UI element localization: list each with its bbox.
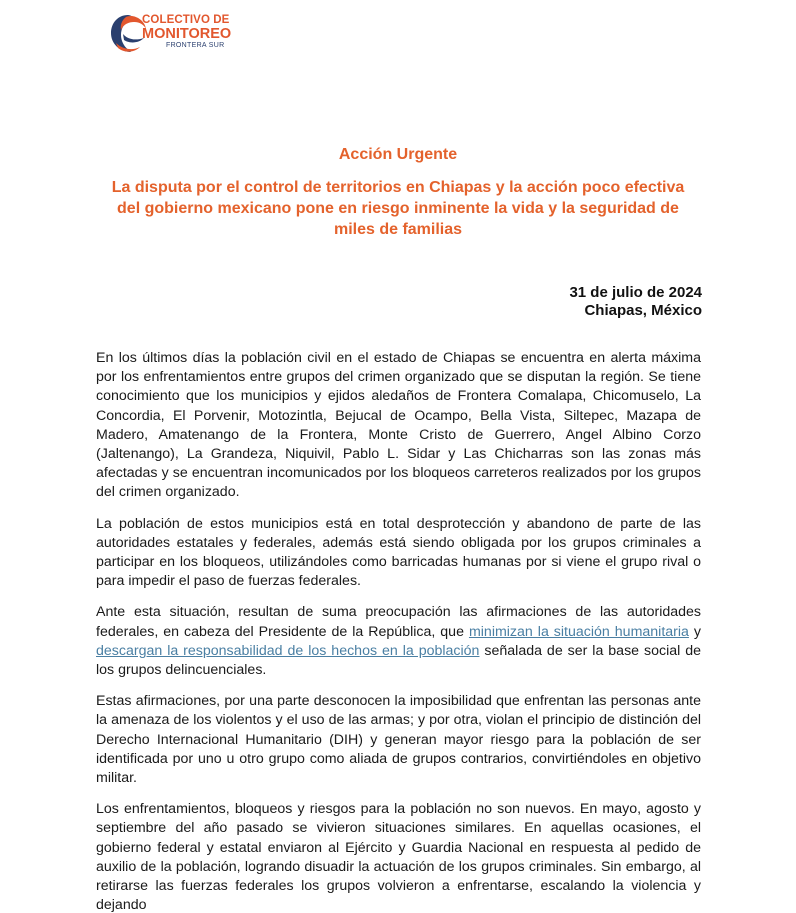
link-descargan-responsabilidad[interactable]: descargan la responsabilidad de los hechos en la población	[96, 642, 480, 659]
paragraph-text: Ante esta situación, resultan de suma preocupación las afirmaciones de las autoridades federales, en cabeza del Presidente de la República, que	[96, 604, 701, 640]
logo-name-line1: COLECTIVO DE	[142, 14, 230, 26]
body-paragraph: En los últimos días la población civil en el estado de Chiapas se encuentra en alerta máxima por los enfrentamientos entre grupos del crimen organizado que se disputan la región. Se tiene conocimiento que los municipios y ejidos aledaños de Frontera Comalapa, Chicomuselo, La Concordia, El Porvenir, Motozintla, Bejucal de Ocampo, Bella Vista, Siltepec, Mazapa de Madero, Amatenango de la Frontera, Monte Cristo de Guerrero, Angel Albino Corzo (Jaltenango), La Grandeza, Niquivil, Pablo L. Sidar y Las Chicharras son las zonas más afectadas y se encuentran incomunicados por los bloqueos carreteros realizados por los grupos del crimen organizado.	[96, 350, 701, 501]
body-paragraph: Estas afirmaciones, por una parte desconocen la imposibilidad que enfrentan las personas ante la amenaza de los violentos y el uso de las armas; y por otra, violan el principio de distinción del Derecho Internacional Humanitario (DIH) y generan mayor riesgo para la población de ser identificada por uno u otro grupo como aliada de grupos contrarios, convirtiéndoles en objetivo militar.	[96, 693, 701, 787]
publication-place: Chiapas, México	[584, 302, 702, 319]
dateline	[569, 284, 702, 320]
paragraph-text: y	[688, 623, 701, 640]
body-paragraph: La población de estos municipios está en total desprotección y abandono de parte de las autoridades estatales y federales, además está siendo obligada por los grupos criminales a participar en los bloqueos, utilizándoles como barricadas humanas por si viene el grupo rival o para impedir el paso de fuerzas federales.	[96, 515, 701, 590]
logo-name-line2: MONITOREO	[142, 25, 232, 42]
body-paragraph: Los enfrentamientos, bloqueos y riesgos para la población no son nuevos. En mayo, agosto y septiembre del año pasado se vivieron situaciones similares. En aquellas ocasiones, el gobierno federal y estatal enviaron al Ejército y Guardia Nacional en respuesta al pedido de auxilio de la población, logrando disuadir la actuación de los grupos criminales. Sin embargo, al retirarse las fuerzas federales los grupos volvieron a enfrentarse, escalando la violencia y dejando	[96, 801, 701, 913]
publication-date: 31 de julio de 2024	[569, 284, 702, 301]
organization-logo	[106, 11, 236, 61]
link-minimizan-situacion[interactable]: minimizan la situación humanitaria	[468, 623, 689, 640]
document-body	[96, 349, 701, 913]
paragraph-text: señalada de ser la base social de los grupos delincuenciales.	[96, 642, 701, 679]
document-kicker: Acción Urgente	[338, 146, 458, 163]
logo-tagline: FRONTERA SUR	[166, 42, 225, 49]
body-paragraph	[96, 603, 701, 680]
document-title: La disputa por el control de territorios en Chiapas y la acción poco efectiva del gobierno mexicano pone en riesgo inminente la vida y la seguridad de miles de familias	[111, 179, 685, 238]
